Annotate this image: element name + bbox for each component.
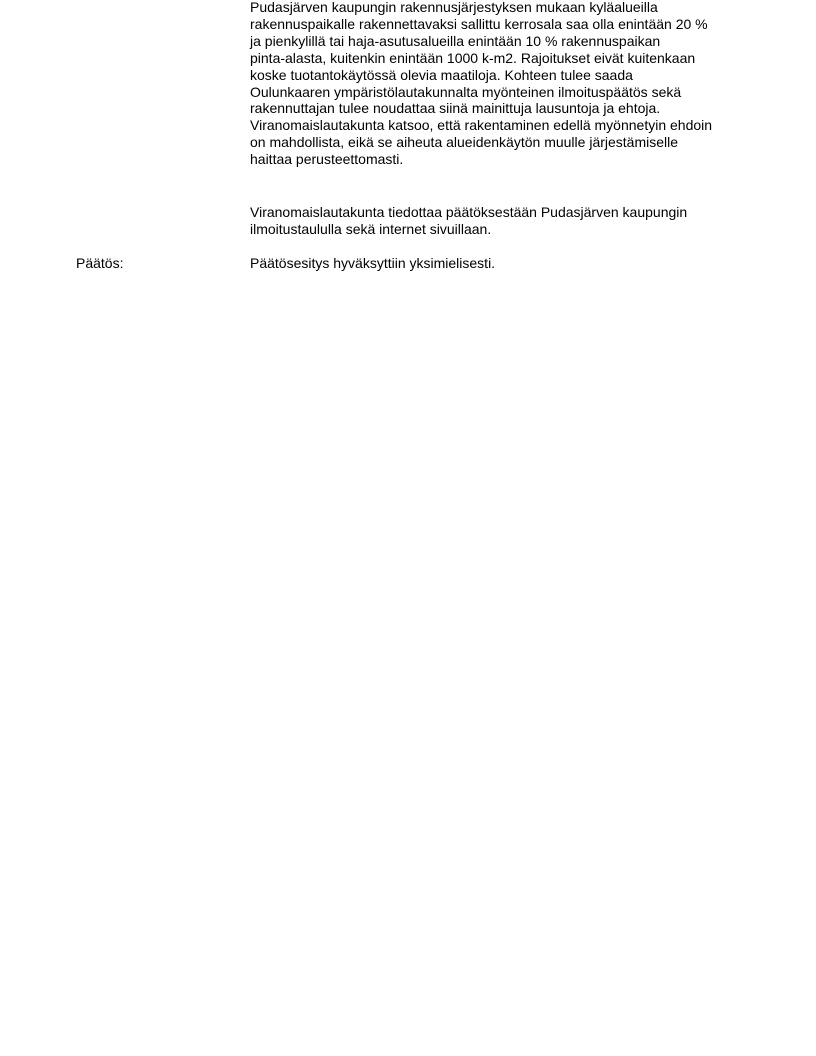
paragraph-line: Pudasjärven kaupungin rakennusjärjestyksen mukaan kyläalueilla <box>250 0 658 15</box>
paragraph-line: ja pienkylillä tai haja-asutusalueilla enintään 10 % rakennuspaikan <box>250 32 661 49</box>
paragraph-line: ilmoitustaululla sekä internet sivuillaan. <box>250 220 492 237</box>
paragraph-line: Viranomaislautakunta katsoo, että rakentaminen edellä myönnetyin ehdoin <box>250 117 713 134</box>
paragraph-line: pinta-alasta, kuitenkin enintään 1000 k-m2. Rajoitukset eivät kuitenkaan <box>250 49 696 66</box>
paragraph-line: rakennuttajan tulee noudattaa siinä mainittuja lausuntoja ja ehtoja. <box>250 100 661 117</box>
announcement-paragraph <box>250 204 750 238</box>
decision-rationale-paragraph <box>250 0 750 168</box>
paragraph-line: rakennuspaikalle rakennettavaksi sallittu kerrosala saa olla enintään 20 % <box>250 15 708 32</box>
paragraph-line: on mahdollista, eikä se aiheuta alueidenkäytön muulle järjestämiselle <box>250 134 679 151</box>
decision-label: Päätös: <box>76 255 124 271</box>
paragraph-line: haittaa perusteettomasti. <box>250 151 404 168</box>
paragraph-line: Viranomaislautakunta tiedottaa päätöksestään Pudasjärven kaupungin <box>250 204 688 220</box>
decision-text: Päätösesitys hyväksyttiin yksimielisesti. <box>250 255 496 271</box>
paragraph-line: Oulunkaaren ympäristölautakunnalta myönteinen ilmoituspäätös sekä <box>250 83 682 100</box>
paragraph-line: koske tuotantokäytössä olevia maatiloja. Kohteen tulee saada <box>250 66 633 83</box>
